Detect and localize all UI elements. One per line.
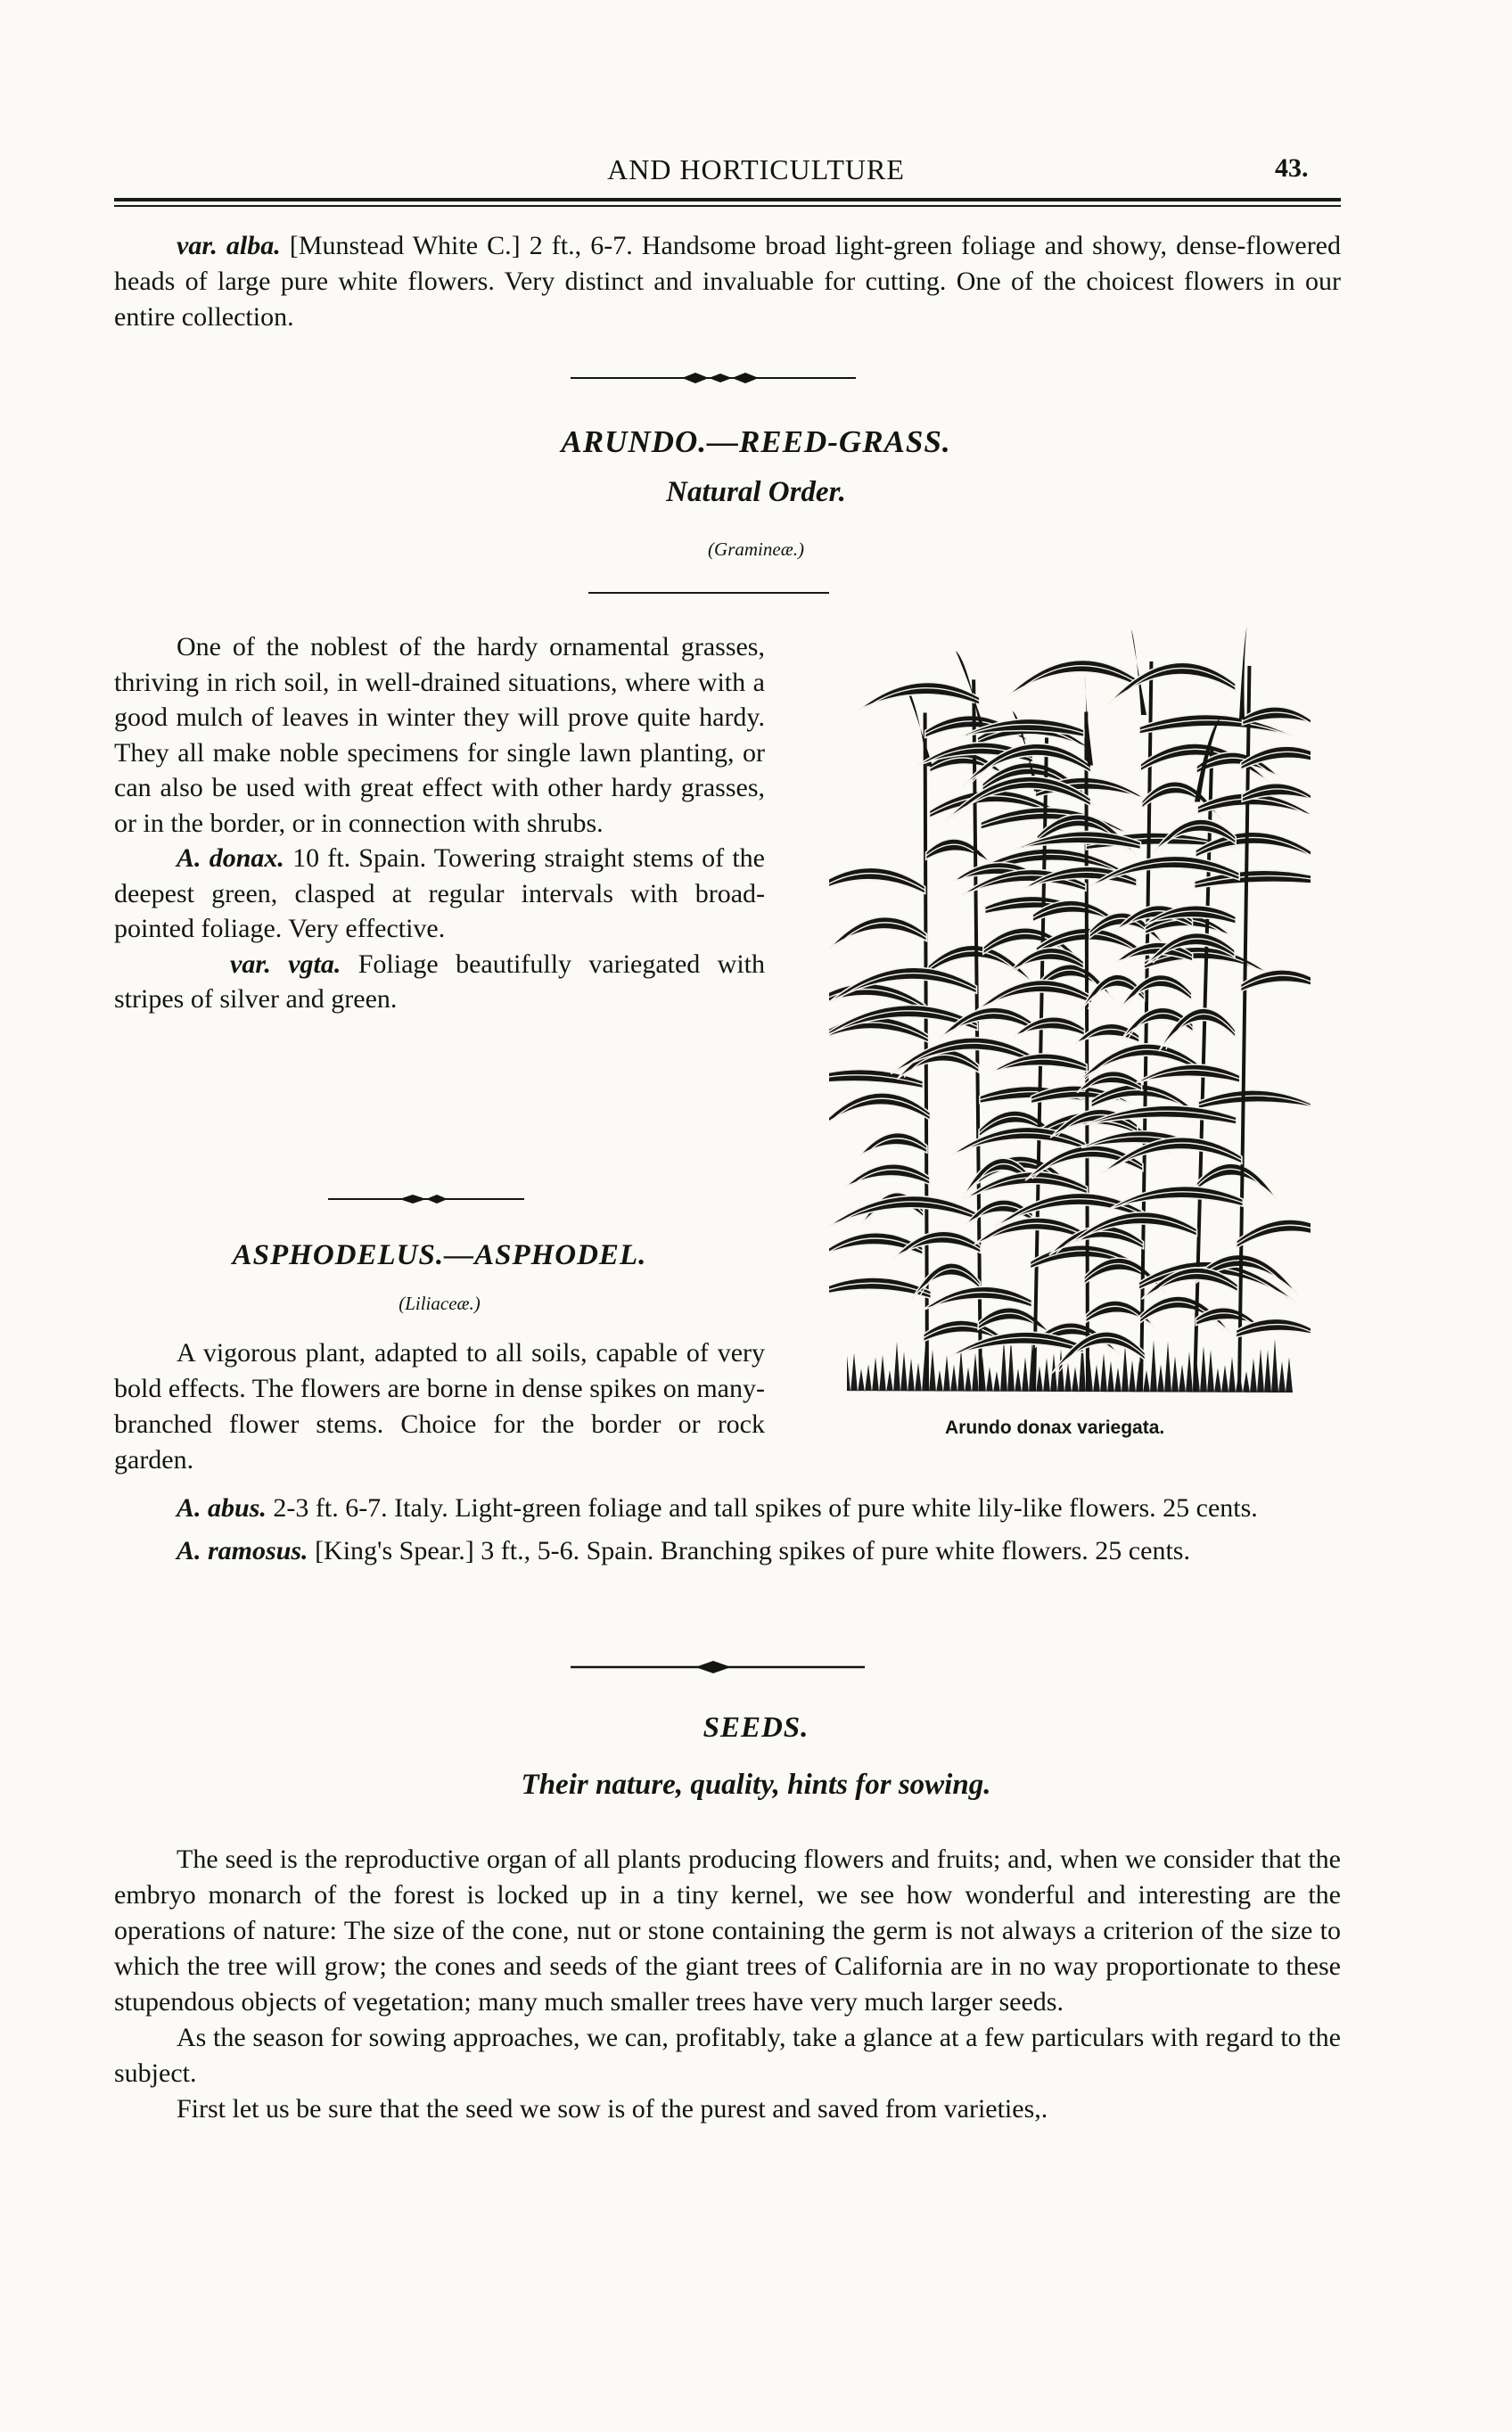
arundo-illustration bbox=[829, 624, 1311, 1409]
arundo-title: ARUNDO.—REED-GRASS. bbox=[561, 424, 951, 459]
seeds-subtitle: Their nature, quality, hints for sowing. bbox=[521, 1769, 991, 1801]
ramosus-text: [King's Spear.] 3 ft., 5-6. Spain. Branching spikes of pure white flowers. 25 cents. bbox=[315, 1536, 1190, 1565]
ornament-divider-1 bbox=[571, 369, 856, 387]
alba-entry bbox=[114, 228, 1341, 335]
asphodelus-title: ASPHODELUS.—ASPHODEL. bbox=[232, 1239, 647, 1271]
vgta-text: Foliage beautifully variegated with stripes of silver and green. bbox=[114, 949, 765, 1014]
arundo-rule bbox=[588, 592, 829, 594]
ornament-divider-2 bbox=[328, 1190, 524, 1208]
seeds-paragraph-3: First let us be sure that the seed we sow is of the purest and saved from varieties,. bbox=[177, 2094, 1048, 2124]
alba-name: var. alba. bbox=[177, 231, 281, 260]
albus-text: 2-3 ft. 6-7. Italy. Light-green foliage and tall spikes of pure white lily-like flowers. 25 cents. bbox=[273, 1493, 1258, 1523]
asphodelus-intro-block bbox=[114, 1335, 765, 1478]
seeds-title: SEEDS. bbox=[703, 1712, 809, 1744]
vgta-name: var. vgta. bbox=[230, 949, 341, 979]
running-head: AND HORTICULTURE bbox=[607, 153, 905, 185]
figure-caption: Arundo donax variegata. bbox=[945, 1417, 1165, 1438]
donax-text: 10 ft. Spain. Towering straight stems of the deepest green, clasped at regular intervals with broad-pointed foliage. Very effective. bbox=[114, 843, 765, 943]
asphodelus-species-block bbox=[114, 1491, 1341, 1569]
arundo-intro: One of the noblest of the hardy ornamental grasses, thriving in rich soil, in well-drained situations, where with a good mulch of leaves in winter they will prove quite hardy. They all make noble specimens for single lawn planting, or can also be used with great effect with other hardy grasses, or in the border, or in connection with shrubs. bbox=[114, 632, 765, 838]
seeds-paragraph-1: The seed is the reproductive organ of all plants producing flowers and fruits; and, when we consider that the embryo monarch of the forest is locked up in a tiny kernel, we see how wonderful and interesting are the operations of nature: The size of the cone, nut or stone containing the germ is not always a criterion of the size to which the tree will grow; the cones and seeds of the giant trees of California are in no way proportionate to these stupendous objects of vegetation; many much smaller trees have very much larger seeds. bbox=[114, 1845, 1341, 2017]
alba-text: [Munstead White C.] 2 ft., 6-7. Handsome broad light-green foliage and showy, dense-flowered heads of large pure white flowers. Very distinct and invaluable for cutting. One of the choicest flowers in our entire collection. bbox=[114, 231, 1341, 332]
ornament-divider-3 bbox=[571, 1658, 865, 1676]
arundo-family: (Gramineæ.) bbox=[708, 538, 804, 560]
asphodelus-intro: A vigorous plant, adapted to all soils, capable of very bold effects. The flowers are borne in dense spikes on many-branched flower stems. Choice for the border or rock garden. bbox=[114, 1338, 765, 1475]
header-rule-thick bbox=[114, 198, 1341, 201]
header-rule-thin bbox=[114, 205, 1341, 207]
ramosus-name: A. ramosus. bbox=[177, 1536, 308, 1565]
albus-name: A. abus. bbox=[177, 1493, 267, 1523]
seeds-paragraph-2: As the season for sowing approaches, we can, profitably, take a glance at a few particulars with regard to the subject. bbox=[114, 2023, 1341, 2088]
arundo-text-column bbox=[114, 629, 765, 1017]
page-number: 43. bbox=[1275, 153, 1309, 183]
arundo-natural-order: Natural Order. bbox=[666, 476, 846, 508]
asphodelus-family: (Liliaceæ.) bbox=[399, 1293, 481, 1314]
donax-name: A. donax. bbox=[177, 843, 284, 873]
seeds-body bbox=[114, 1842, 1341, 2127]
